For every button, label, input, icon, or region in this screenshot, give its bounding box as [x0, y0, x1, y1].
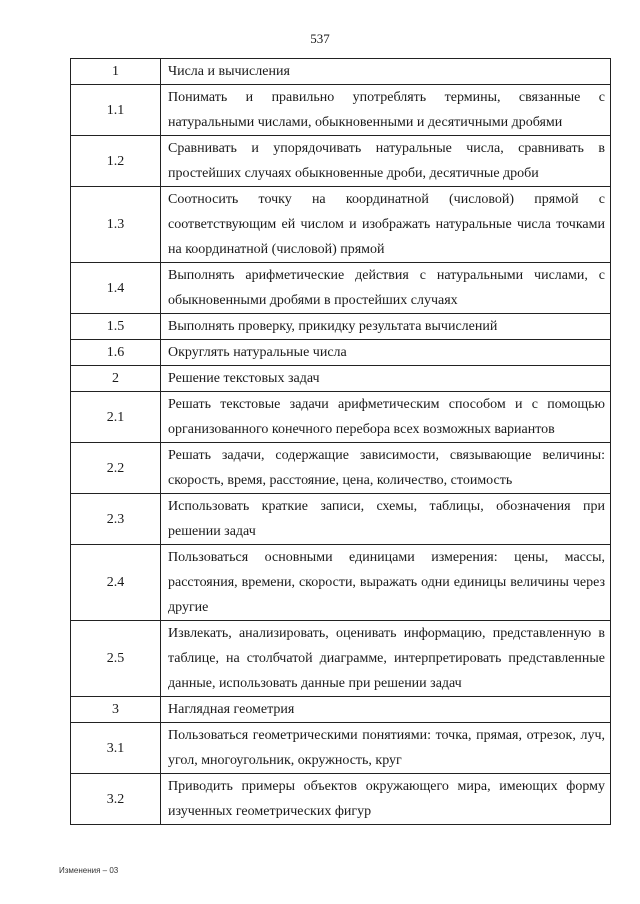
row-code: 1 — [71, 59, 161, 85]
row-code: 2.5 — [71, 621, 161, 697]
table-row — [71, 263, 611, 314]
row-code: 1.2 — [71, 136, 161, 187]
row-text: Понимать и правильно употреблять термины, связанные с натуральными числами, обыкновенными и десятичными дробями — [161, 85, 611, 136]
row-text: Пользоваться основными единицами измерения: цены, массы, расстояния, времени, скорости, выражать одни единицы величины через другие — [161, 545, 611, 621]
row-text: Использовать краткие записи, схемы, таблицы, обозначения при решении задач — [161, 494, 611, 545]
row-code: 2.2 — [71, 443, 161, 494]
row-text: Числа и вычисления — [161, 59, 611, 85]
row-text: Решать задачи, содержащие зависимости, связывающие величины: скорость, время, расстояние, цена, количество, стоимость — [161, 443, 611, 494]
table-row — [71, 136, 611, 187]
table-row — [71, 392, 611, 443]
row-code: 1.3 — [71, 187, 161, 263]
row-code: 3 — [71, 697, 161, 723]
row-code: 2 — [71, 366, 161, 392]
requirements-table — [70, 58, 611, 825]
row-text: Соотносить точку на координатной (числовой) прямой с соответствующим ей числом и изображать натуральные числа точками на координатной (числовой) прямой — [161, 187, 611, 263]
table-row — [71, 187, 611, 263]
table-row — [71, 366, 611, 392]
table-row — [71, 697, 611, 723]
footer-revision: Изменения – 03 — [59, 866, 119, 875]
table-row — [71, 621, 611, 697]
row-code: 1.5 — [71, 314, 161, 340]
table-row — [71, 774, 611, 825]
table-row — [71, 314, 611, 340]
table-row — [71, 545, 611, 621]
row-code: 1.4 — [71, 263, 161, 314]
row-text: Наглядная геометрия — [161, 697, 611, 723]
row-text: Решать текстовые задачи арифметическим способом и с помощью организованного конечного перебора всех возможных вариантов — [161, 392, 611, 443]
row-text: Сравнивать и упорядочивать натуральные числа, сравнивать в простейших случаях обыкновенные дроби, десятичные дроби — [161, 136, 611, 187]
row-code: 1.1 — [71, 85, 161, 136]
row-text: Приводить примеры объектов окружающего мира, имеющих форму изученных геометрических фигур — [161, 774, 611, 825]
row-text: Извлекать, анализировать, оценивать информацию, представленную в таблице, на столбчатой диаграмме, интерпретировать представленные данные, использовать данные при решении задач — [161, 621, 611, 697]
table-row — [71, 443, 611, 494]
row-code: 2.4 — [71, 545, 161, 621]
page-number: 537 — [310, 31, 330, 46]
row-text: Пользоваться геометрическими понятиями: точка, прямая, отрезок, луч, угол, многоугольник, окружность, круг — [161, 723, 611, 774]
row-code: 2.1 — [71, 392, 161, 443]
row-text: Решение текстовых задач — [161, 366, 611, 392]
row-text: Выполнять арифметические действия с натуральными числами, с обыкновенными дробями в простейших случаях — [161, 263, 611, 314]
row-code: 1.6 — [71, 340, 161, 366]
row-code: 2.3 — [71, 494, 161, 545]
row-code: 3.2 — [71, 774, 161, 825]
table-row — [71, 723, 611, 774]
table-row — [71, 340, 611, 366]
row-text: Округлять натуральные числа — [161, 340, 611, 366]
table-row — [71, 494, 611, 545]
row-text: Выполнять проверку, прикидку результата вычислений — [161, 314, 611, 340]
table-row — [71, 85, 611, 136]
row-code: 3.1 — [71, 723, 161, 774]
table-row — [71, 59, 611, 85]
